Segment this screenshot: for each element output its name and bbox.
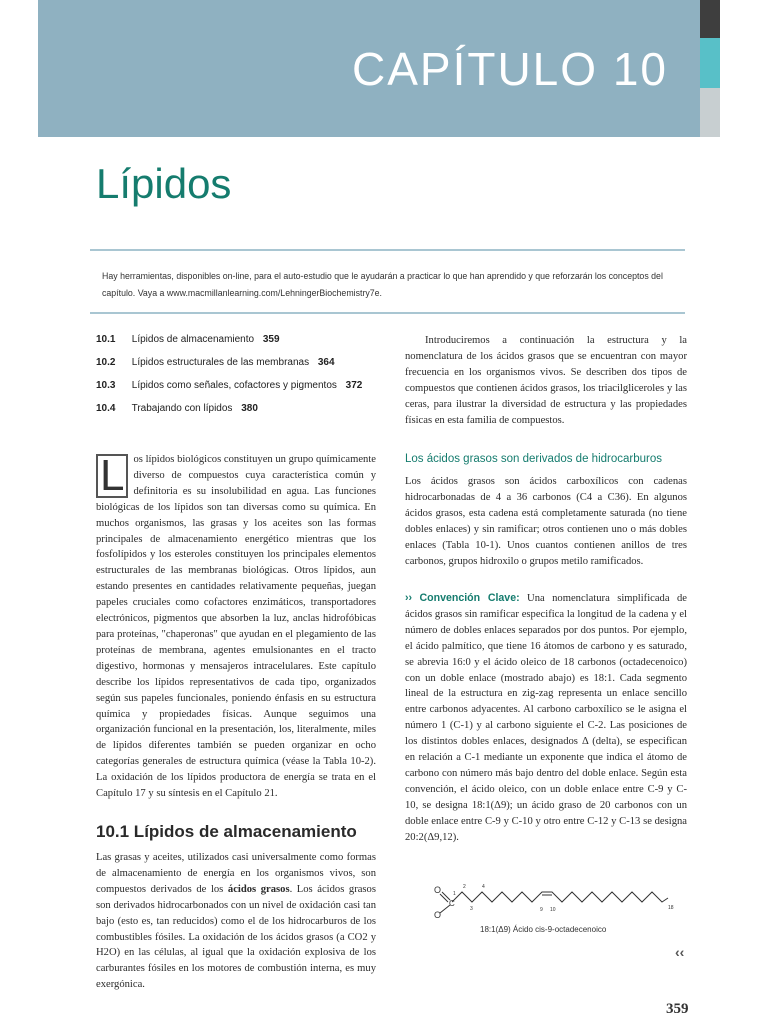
toc-number: 10.3 (96, 380, 116, 391)
carbonyl-bond-2 (440, 894, 448, 902)
key-convention-label: Convención Clave: (419, 592, 520, 604)
toc-page: 359 (262, 334, 280, 345)
fatty-acids-paragraph: Los ácidos grasos son ácidos carboxílicos con cadenas hidrocarbonadas de 4 a 36 carbonos (C4 a C36). En algunos ácidos grasos, esta cadena está completamente saturada (no tiene dobles enlaces) y sin ramificar; otros contienen uno o más dobles enlaces (Tabla 10-1). Unos cuantos contienen anillos de tres carbonos, grupos hidroxilo o grupos metilo ramificados. (405, 476, 687, 567)
key-convention-paragraph (405, 591, 687, 846)
oxygen-label: O (434, 885, 442, 895)
toc-page: 364 (317, 357, 335, 368)
toc-number: 10.4 (96, 403, 116, 414)
right-intro-paragraph: Introduciremos a continuación la estructura y la nomenclatura de los ácidos grasos que se encuentran con mayor frecuencia en los organismos vivos. Se describen dos tipos de compuestos que contienen ácidos grasos, los triacilgliceroles y las ceras, para ilustrar la diversidad de estructura y las propiedades físicas en esta familia de compuestos. (405, 335, 687, 426)
toc-title: Lípidos de almacenamiento (131, 334, 255, 345)
carbon-number: 10 (550, 907, 556, 913)
toc-item (96, 380, 396, 403)
section-text-end: . Los ácidos grasos son derivados hidrocarbonados con un nivel de oxidación casi tan bajo (esto es, tan reducidos) como el de los hidrocarburos de los combustibles fósiles. La oxidación de los ácidos grasos (a CO2 y H2O) en las células, al igual que la oxidación explosiva de los carburantes fósiles en los motores de combustión interna, es muy exergónica. (96, 883, 376, 991)
carbon-number: 18 (668, 905, 674, 911)
carbon-chain (452, 892, 668, 902)
toc-number: 10.2 (96, 357, 116, 368)
toc-item (96, 334, 396, 357)
section-paragraph (96, 850, 376, 993)
chapter-banner (38, 0, 720, 137)
toc-title: Trabajando con lípidos (131, 403, 233, 414)
chapter-number: CAPÍTULO 10 (352, 43, 668, 95)
oxygen-label: O (434, 910, 442, 920)
oleic-acid-structure (420, 880, 690, 930)
subsection-heading: Los ácidos grasos son derivados de hidrocarburos (405, 453, 662, 465)
accent-bar-dark (700, 0, 720, 38)
drop-cap: L (96, 454, 128, 498)
accent-bar-teal (700, 38, 720, 88)
carbon-number: 9 (540, 907, 543, 913)
carbon-number: 3 (470, 906, 473, 912)
chapter-title: Lípidos (96, 160, 232, 207)
toc-number: 10.1 (96, 334, 116, 345)
toc-page: 372 (345, 380, 363, 391)
carbon-number: 4 (482, 884, 485, 890)
continue-mark: ‹‹ (675, 944, 685, 960)
chapter-contents (96, 334, 396, 426)
term-fatty-acids: ácidos grasos (227, 883, 290, 895)
online-tools-text: Hay herramientas, disponibles on-line, para el auto-estudio que le ayudarán a practicar lo que han aprendido y que reforzarán los conceptos del capítulo. Vaya a www.macmillanlearning.com/LehningerBiochemistry7e. (102, 271, 663, 298)
key-convention-text: Una nomenclatura simplificada de ácidos grasos sin ramificar especifica la longitud de la cadena y el número de dobles enlaces separados por dos puntos. Por ejemplo, el ácido palmítico, que tiene 16 átomos de carbono y es saturado, se abrevia 16:0 y el ácido oleico de 18 carbonos (octadecenoico) con un doble enlace (mostrado abajo) es 18:1. Cada segmento lineal de la estructura en zig-zag representa un enlace sencillo entre carbonos adyacentes. Al carbono carboxílico se le asigna el número 1 (C-1) y al carbono siguiente el C-2. Las posiciones de los distintos dobles enlaces, designados Δ (delta), se especifican en relación a C-1 mediante un exponente que indica el átomo de carbono con número más bajo dentro del doble enlace. Según esta convención, el ácido oleico, con un doble enlace entre C-9 y C-10, se designa 18:1(Δ9); un ácido graso de 20 carbonos con un doble enlace entre C-9 y C-10 y otro entre C-12 y C-13 se designa 20:2(Δ9,12). (405, 593, 687, 843)
page-number: 359 (666, 1001, 689, 1017)
key-convention-arrow: ›› (405, 592, 413, 604)
toc-title: Lípidos estructurales de las membranas (131, 357, 310, 368)
intro-paragraph (96, 452, 376, 812)
toc-item (96, 357, 396, 380)
accent-bar-gray (700, 88, 720, 137)
online-tools-box (90, 249, 685, 314)
intro-text: os lípidos biológicos constituyen un grupo químicamente diverso de compuestos cuya característica común y definitoria es su insolubilidad en agua. Las funciones biológicas de los lípidos son tan diversas como su química. En muchos organismos, las grasas y los aceites son las formas principales de almacenamiento energético mientras que los fosfolípidos y los esteroles constituyen los principales elementos estructurales de las membranas biológicas. Otros lípidos, aun estando presentes en cantidades relativamente pequeñas, juegan papeles cruciales como cofactores enzimáticos, transportadores electrónicos, pigmentos que absorben la luz, anclas hidrofóbicas para proteínas, "chaperonas" que ayudan en el plegamiento de las proteínas de membrana, agentes emulsionantes en el tracto digestivo, hormonas y mensajeros intracelulares. Este capítulo describe los lípidos representativos de cada tipo, organizados según sus papeles funcionales, poniendo énfasis en su estructura química y propiedades físicas. Aunque seguimos una organización funcional en la presentación, los, literalmente, miles de lípidos diferentes también se pueden organizar en ocho categorías generales de estructura química (véase la Tabla 10-2). La oxidación de los lípidos productora de energía se trata en el Capítulo 17 y su síntesis en el Capítulo 21. (96, 454, 376, 800)
figure-caption: 18:1(Δ9) Ácido cis-9-octadecenoico (480, 925, 607, 934)
carbon-label: C (449, 899, 455, 908)
toc-page: 380 (241, 403, 258, 414)
carbon-number: 1 (453, 891, 456, 897)
carbon-number: 2 (463, 884, 466, 890)
section-heading: 10.1 Lípidos de almacenamiento (96, 822, 357, 841)
toc-item (96, 403, 396, 426)
toc-title: Lípidos como señales, cofactores y pigmentos (131, 380, 337, 391)
section-text-start: Las grasas y aceites, utilizados casi universalmente como formas de almacenamiento de energía en los organismos vivos, son compuestos derivados de los (96, 852, 376, 895)
